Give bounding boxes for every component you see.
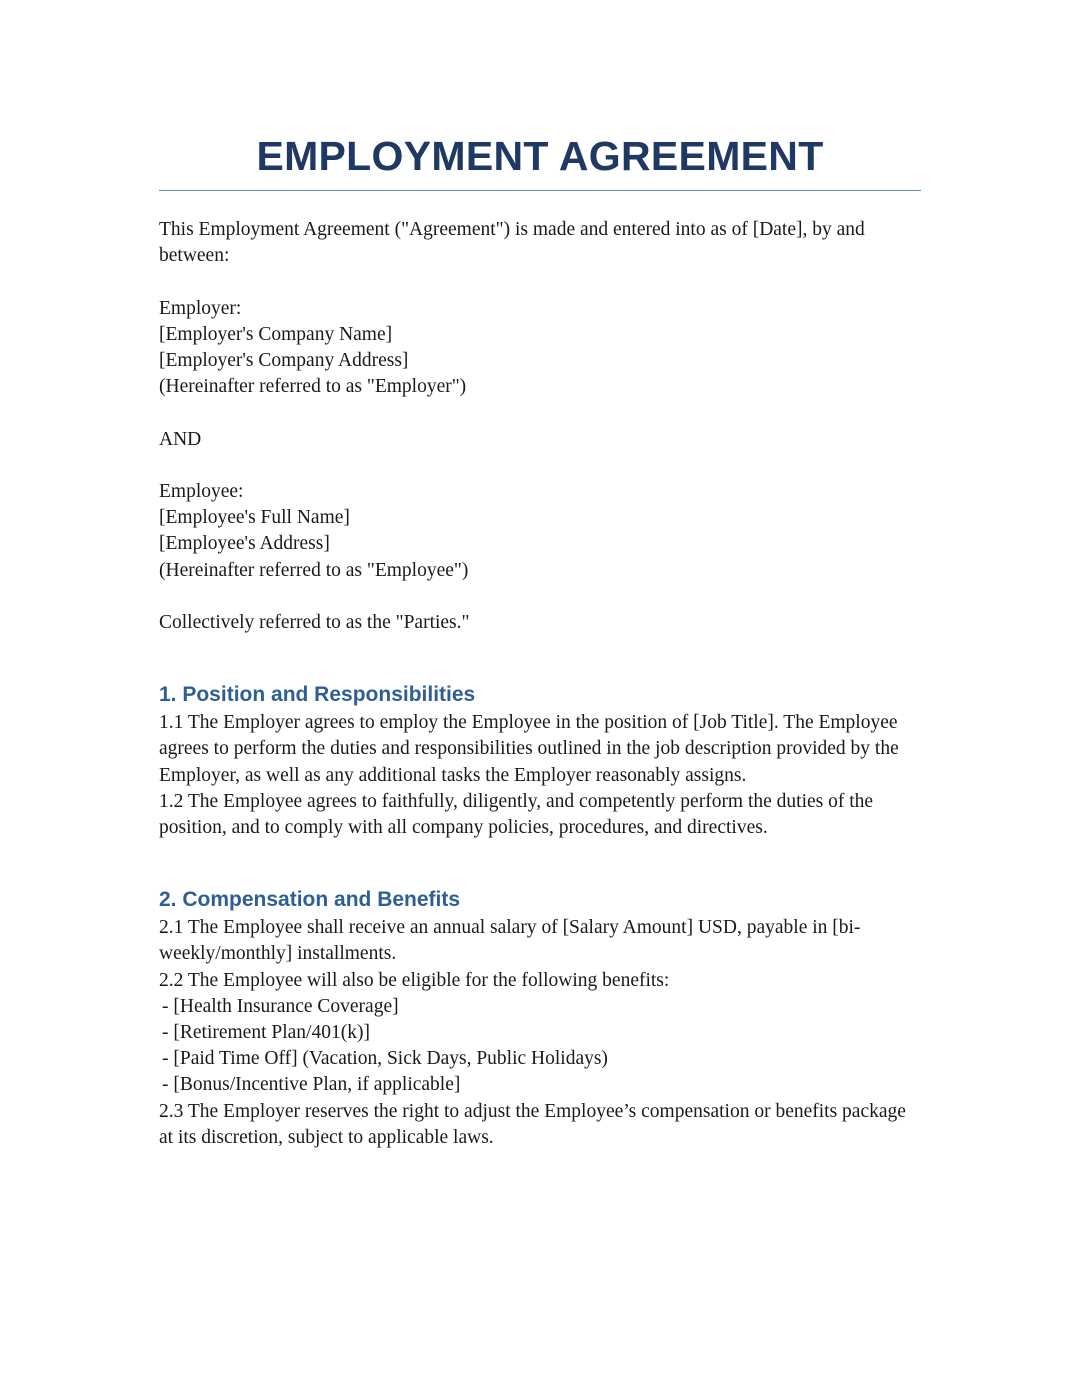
clause-2-1: 2.1 The Employee shall receive an annual salary of [Salary Amount] USD, payable in [bi-weekly/monthly] installments. xyxy=(159,917,861,965)
intro-paragraph: This Employment Agreement ("Agreement") is made and entered into as of [Date], by and between: xyxy=(159,219,865,267)
and-separator: AND xyxy=(159,428,202,450)
section-heading-position: 1. Position and Responsibilities xyxy=(159,683,476,707)
clause-2-3: 2.3 The Employer reserves the right to adjust the Employee’s compensation or benefits package at its discretion, subject to applicable laws. xyxy=(159,1100,906,1148)
employee-address: [Employee's Address] xyxy=(159,533,330,555)
clause-1-2: 1.2 The Employee agrees to faithfully, diligently, and competently perform the duties of the position, and to comply with all company policies, procedures, and directives. xyxy=(159,790,874,838)
employer-label: Employer: xyxy=(159,297,242,319)
employee-full-name: [Employee's Full Name] xyxy=(159,507,350,529)
benefit-item: - [Health Insurance Coverage] xyxy=(162,995,399,1017)
document-page xyxy=(159,128,921,1151)
employer-block xyxy=(159,296,921,401)
employer-company-name: [Employer's Company Name] xyxy=(159,323,393,345)
employee-hereinafter: (Hereinafter referred to as "Employee") xyxy=(159,559,469,581)
clause-2-2: 2.2 The Employee will also be eligible for the following benefits: xyxy=(159,969,670,991)
employer-company-address: [Employer's Company Address] xyxy=(159,350,409,371)
benefit-item: - [Bonus/Incentive Plan, if applicable] xyxy=(162,1074,461,1096)
section-compensation-body xyxy=(159,915,921,1151)
employee-label: Employee: xyxy=(159,480,244,502)
benefit-item: - [Paid Time Off] (Vacation, Sick Days, Public Holidays) xyxy=(162,1048,608,1070)
section-position-body xyxy=(159,710,921,841)
section-heading-compensation: 2. Compensation and Benefits xyxy=(159,888,461,912)
parties-statement: Collectively referred to as the "Parties." xyxy=(159,611,470,633)
employee-block xyxy=(159,479,921,584)
employer-hereinafter: (Hereinafter referred to as "Employer") xyxy=(159,376,467,398)
clause-1-1: 1.1 The Employer agrees to employ the Employee in the position of [Job Title]. The Employee agrees to perform the duties and responsibilities outlined in the job description provided by the Employer, as well as any additional tasks the Employer reasonably assigns. xyxy=(159,712,899,786)
benefit-item: - [Retirement Plan/401(k)] xyxy=(162,1022,370,1044)
document-title: EMPLOYMENT AGREEMENT xyxy=(159,128,921,191)
